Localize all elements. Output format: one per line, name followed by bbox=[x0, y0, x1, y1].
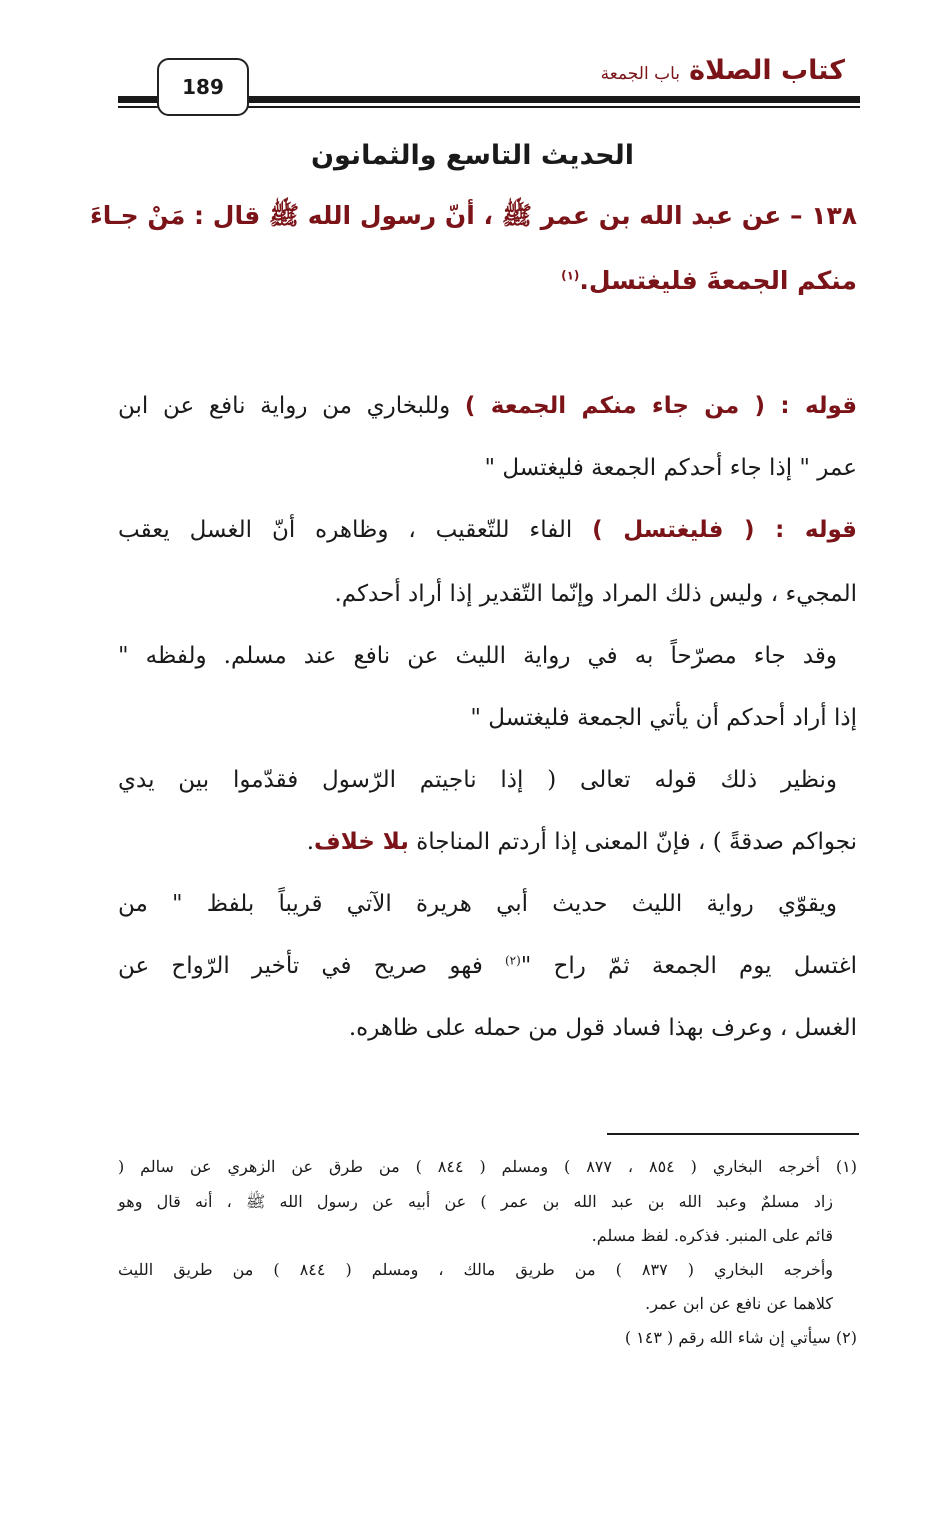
body-line bbox=[118, 517, 857, 543]
footnote-line: (١) أخرجه البخاري ( ٨٥٤ ، ٨٧٧ ) ومسلم ( ٨٤٤ ) من طرق عن الزهري عن سالم ( bbox=[118, 1157, 857, 1176]
body-line: الغسل ، وعرف بهذا فساد قول من حمله على ظاهره. bbox=[348, 1015, 857, 1041]
body-text: اغتسل يوم الجمعة ثمّ راح " bbox=[520, 953, 857, 979]
page-number-box bbox=[157, 58, 249, 116]
footnote-separator bbox=[607, 1133, 859, 1135]
page-number: 189 bbox=[182, 75, 224, 99]
footnote-line: (٢) سيأتي إن شاء الله رقم ( ١٤٣ ) bbox=[624, 1328, 857, 1347]
running-header-book-title: كتاب الصلاة bbox=[689, 55, 845, 86]
footnote-line: زاد مسلمٌ وعبد الله بن عبد الله بن عمر ) عن أبيه عن رسول الله ﷺ ، أنه قال وهو bbox=[118, 1192, 833, 1211]
body-line bbox=[307, 829, 857, 855]
body-text: الفاء للتّعقيب ، وظاهره أنّ الغسل يعقب bbox=[118, 517, 593, 543]
body-text: فهو صريح في تأخير الرّواح عن bbox=[118, 953, 505, 979]
footnote-line: وأخرجه البخاري ( ٨٣٧ ) من طريق مالك ، ومسلم ( ٨٤٤ ) من طريق الليث bbox=[118, 1260, 834, 1279]
body-line bbox=[118, 393, 857, 419]
body-line: عمر " إذا جاء أحدكم الجمعة فليغتسل " bbox=[484, 455, 857, 481]
commentary-label: قوله : ( من جاء منكم الجمعة ) bbox=[464, 393, 858, 419]
section-title: الحديث التاسع والثمانون bbox=[310, 140, 635, 171]
body-line bbox=[118, 953, 857, 979]
commentary-label: قوله : ( فليغتسل ) bbox=[592, 517, 857, 543]
body-line: إذا أراد أحدكم أن يأتي الجمعة فليغتسل " bbox=[470, 705, 857, 731]
footnote-line: كلاهما عن نافع عن ابن عمر. bbox=[645, 1294, 833, 1313]
body-text: وللبخاري من رواية نافع عن ابن bbox=[118, 393, 465, 419]
hadith-line-2-text: منكم الجمعةَ فليغتسل. bbox=[579, 266, 857, 295]
body-line: ويقوّي رواية الليث حديث أبي هريرة الآتي قريباً بلفظ " من bbox=[118, 891, 837, 917]
footnote-ref-1: (١) bbox=[561, 268, 580, 283]
hadith-line-1: ١٣٨ – عن عبد الله بن عمر ﷺ ، أنّ رسول الله ﷺ قال : مَنْ جـاءَ bbox=[89, 201, 857, 230]
body-line: ونظير ذلك قوله تعالى ( إذا ناجيتم الرّسول فقدّموا بين يدي bbox=[118, 767, 837, 793]
highlight-text: بلا خلاف bbox=[314, 829, 409, 855]
body-text: . bbox=[306, 829, 315, 855]
body-line: المجيء ، وليس ذلك المراد وإنّما التّقدير إذا أراد أحدكم. bbox=[334, 581, 857, 607]
body-text: نجواكم صدقةً ) ، فإنّ المعنى إذا أردتم المناجاة bbox=[408, 829, 857, 855]
footnote-ref-2: (٢) bbox=[504, 953, 521, 968]
footnote-line: قائم على المنبر. فذكره. لفظ مسلم. bbox=[591, 1226, 833, 1245]
body-line: وقد جاء مصرّحاً به في رواية الليث عن نافع عند مسلم. ولفظه " bbox=[118, 643, 837, 669]
running-header-chapter: باب الجمعة bbox=[600, 64, 680, 84]
hadith-line-2 bbox=[561, 266, 857, 295]
